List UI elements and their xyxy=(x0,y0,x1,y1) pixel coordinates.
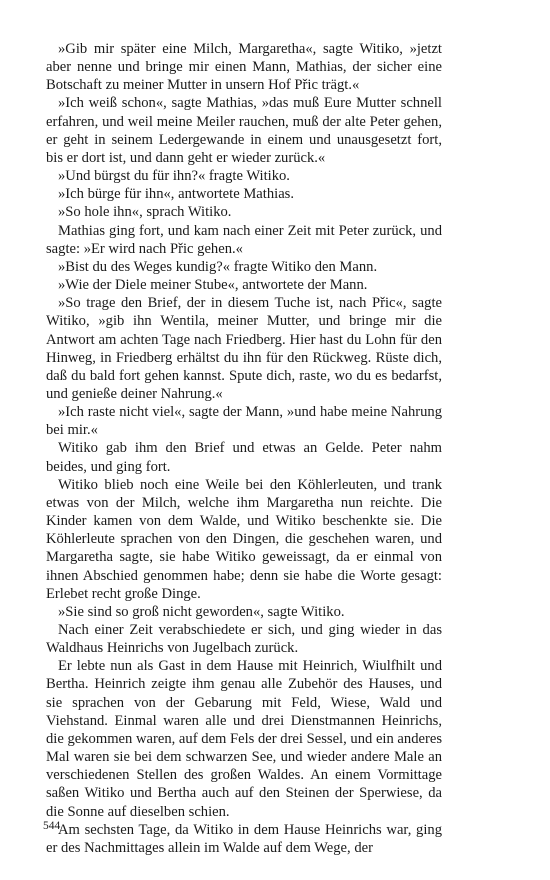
paragraph: »Ich raste nicht viel«, sagte der Mann, »und habe meine Nahrung bei mir.« xyxy=(46,404,442,439)
paragraph: Er lebte nun als Gast in dem Hause mit Heinrich, Wiulfhilt und Bertha. Heinrich zeigte ihm genau alle Zubehör des Hauses, und sie sprachen von der Gebarung mit Feld, Wiese, Wald und Viehstand. Einmal waren alle und drei Dienstmannen Heinrichs, die gekommen waren, auf dem Fels der drei Sessel, und ein anderes Mal waren sie bei dem schwarzen See, und wieder andere Male an verschiedenen Stellen des großen Waldes. An einem Vormittage saßen Witiko und Bertha auch auf den Steinen der Sperwiese, da die Sonne auf dieselben schien. xyxy=(46,658,442,820)
paragraph: »Sie sind so groß nicht geworden«, sagte Witiko. xyxy=(58,603,345,620)
paragraph: »Ich bürge für ihn«, antwortete Mathias. xyxy=(58,186,295,203)
paragraph: Am sechsten Tage, da Witiko in dem Hause Heinrichs war, ging er des Nachmittages allein im Walde auf dem Wege, der xyxy=(46,821,442,856)
paragraph: »Und bürgst du für ihn?« fragte Witiko. xyxy=(58,168,290,185)
paragraph: »Gib mir später eine Milch, Margaretha«, sagte Witiko, »jetzt aber nenne und bringe mir einen Mann, Mathias, der sicher eine Botschaft zu meiner Mutter in unsern Hof Přic trägt.« xyxy=(46,41,442,94)
body-text xyxy=(46,40,442,857)
paragraph: »So trage den Brief, der in diesem Tuche ist, nach Přic«, sagte Witiko, »gib ihn Wentila, meiner Mutter, und bringe mir die Antwort am achten Tage nach Friedberg. Hier hast du Lohn für den Hinweg, in Friedberg erhältst du ihn für den Rückweg. Rüste dich, daß du bald fort gehen kannst. Spute dich, raste, wo du es bedarfst, und genieße deiner Nahrung.« xyxy=(46,295,442,402)
paragraph: »Wie der Diele meiner Stube«, antwortete der Mann. xyxy=(58,277,368,294)
page-number: 544 xyxy=(43,820,61,832)
paragraph: »Ich weiß schon«, sagte Mathias, »das muß Eure Mutter schnell erfahren, und weil meine Meiler rauchen, muß der alte Peter gehen, er geht in seinem Ledergewande in einem und unausgesetzt fort, bis er dort ist, und dann geht er wieder zurück.« xyxy=(46,95,442,166)
paragraph: Witiko blieb noch eine Weile bei den Köhlerleuten, und trank etwas von der Milch, welche ihm Margaretha nun reichte. Die Kinder kamen von dem Walde, und Witiko beschenkte sie. Die Köhlerleute sprachen von den Dingen, die geschehen waren, und Margaretha sagte, sie habe Witiko geweissagt, da er einmal von ihnen Abschied genommen habe; denn sie habe die Worte gesagt: Erlebet recht große Dinge. xyxy=(46,476,442,602)
paragraph: »So hole ihn«, sprach Witiko. xyxy=(58,204,232,221)
paragraph: Witiko gab ihm den Brief und etwas an Gelde. Peter nahm beides, und ging fort. xyxy=(46,440,442,475)
paragraph: Nach einer Zeit verabschiedete er sich, und ging wieder in das Waldhaus Heinrichs von Jugelbach zurück. xyxy=(46,622,442,657)
paragraph: »Bist du des Weges kundig?« fragte Witiko den Mann. xyxy=(58,258,378,275)
paragraph: Mathias ging fort, und kam nach einer Zeit mit Peter zurück, und sagte: »Er wird nach Přic gehen.« xyxy=(46,222,442,257)
